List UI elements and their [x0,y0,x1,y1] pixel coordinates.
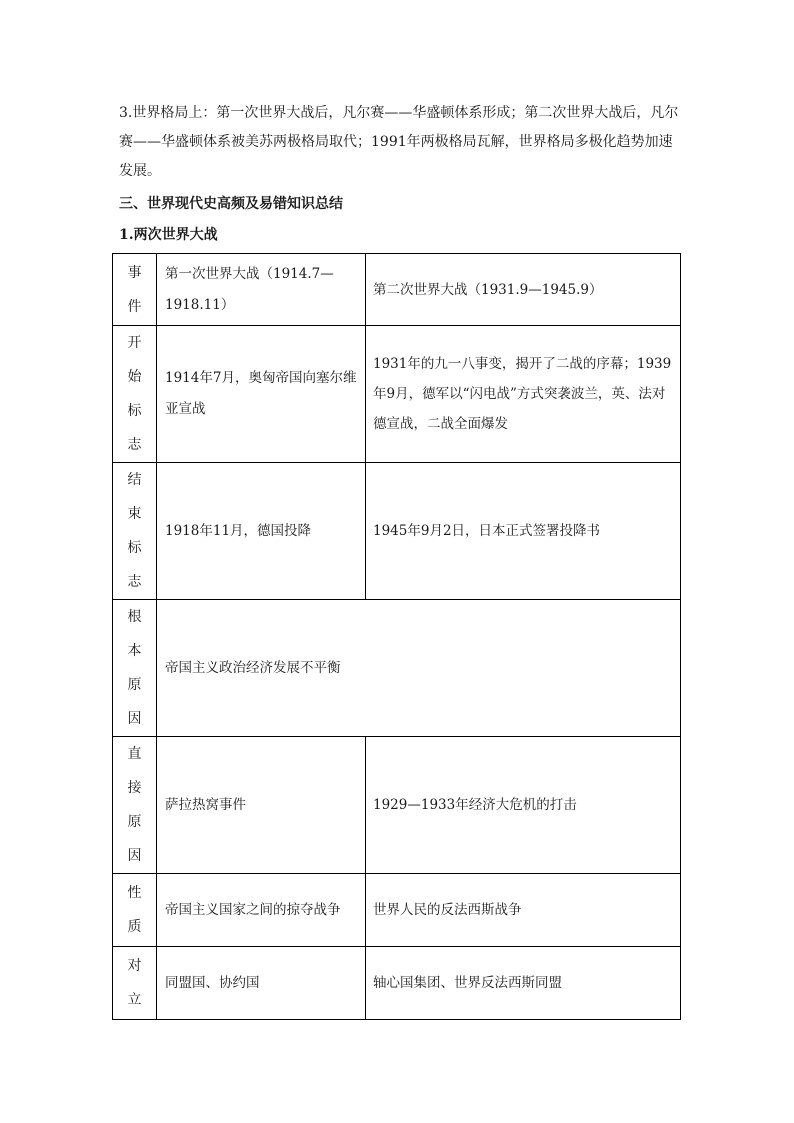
header-ww1-cell: 第一次世界大战（1914.7—1918.11） [157,254,366,326]
row-label-cell: 结束标志 [113,463,157,600]
ww2-cell: 1945年9月2日，日本正式签署投降书 [366,463,681,600]
row-label-cell: 开始标志 [113,326,157,463]
header-ww2-cell: 第二次世界大战（1931.9—1945.9） [366,254,681,326]
sub-heading: 1.两次世界大战 [119,227,218,243]
ww2-cell: 1929—1933年经济大危机的打击 [366,737,681,874]
table-row [113,874,681,947]
section-heading: 三、世界现代史高频及易错知识总结 [119,196,343,212]
table-row [113,600,681,737]
table-header-row [113,254,681,326]
row-label-cell: 直接原因 [113,737,157,874]
row-label-cell: 根本原因 [113,600,157,737]
paragraph-world-pattern: 3.世界格局上：第一次世界大战后，凡尔赛——华盛顿体系形成；第二次世界大战后，凡尔赛——华盛顿体系被美苏两极格局取代；1991年两极格局瓦解，世界格局多极化趋势加速发展。 [119,105,679,179]
row-label-cell: 对立 [113,947,157,1020]
row-label-cell: 性质 [113,874,157,947]
ww2-cell: 世界人民的反法西斯战争 [366,874,681,947]
ww1-cell: 萨拉热窝事件 [157,737,366,874]
ww2-cell: 1931年的九一八事变，揭开了二战的序幕；1939年9月，德军以“闪电战”方式突袭波兰，英、法对德宣战，二战全面爆发 [366,326,681,463]
ww1-cell: 1914年7月，奥匈帝国向塞尔维亚宣战 [157,326,366,463]
ww1-cell: 帝国主义国家之间的掠夺战争 [157,874,366,947]
world-wars-table [112,253,681,1020]
merged-cell: 帝国主义政治经济发展不平衡 [157,600,681,737]
header-label-cell: 事件 [113,254,157,326]
ww1-cell: 同盟国、协约国 [157,947,366,1020]
ww1-cell: 1918年11月，德国投降 [157,463,366,600]
ww2-cell: 轴心国集团、世界反法西斯同盟 [366,947,681,1020]
table-row [113,737,681,874]
table-row [113,326,681,463]
table-row [113,463,681,600]
table-row [113,947,681,1020]
